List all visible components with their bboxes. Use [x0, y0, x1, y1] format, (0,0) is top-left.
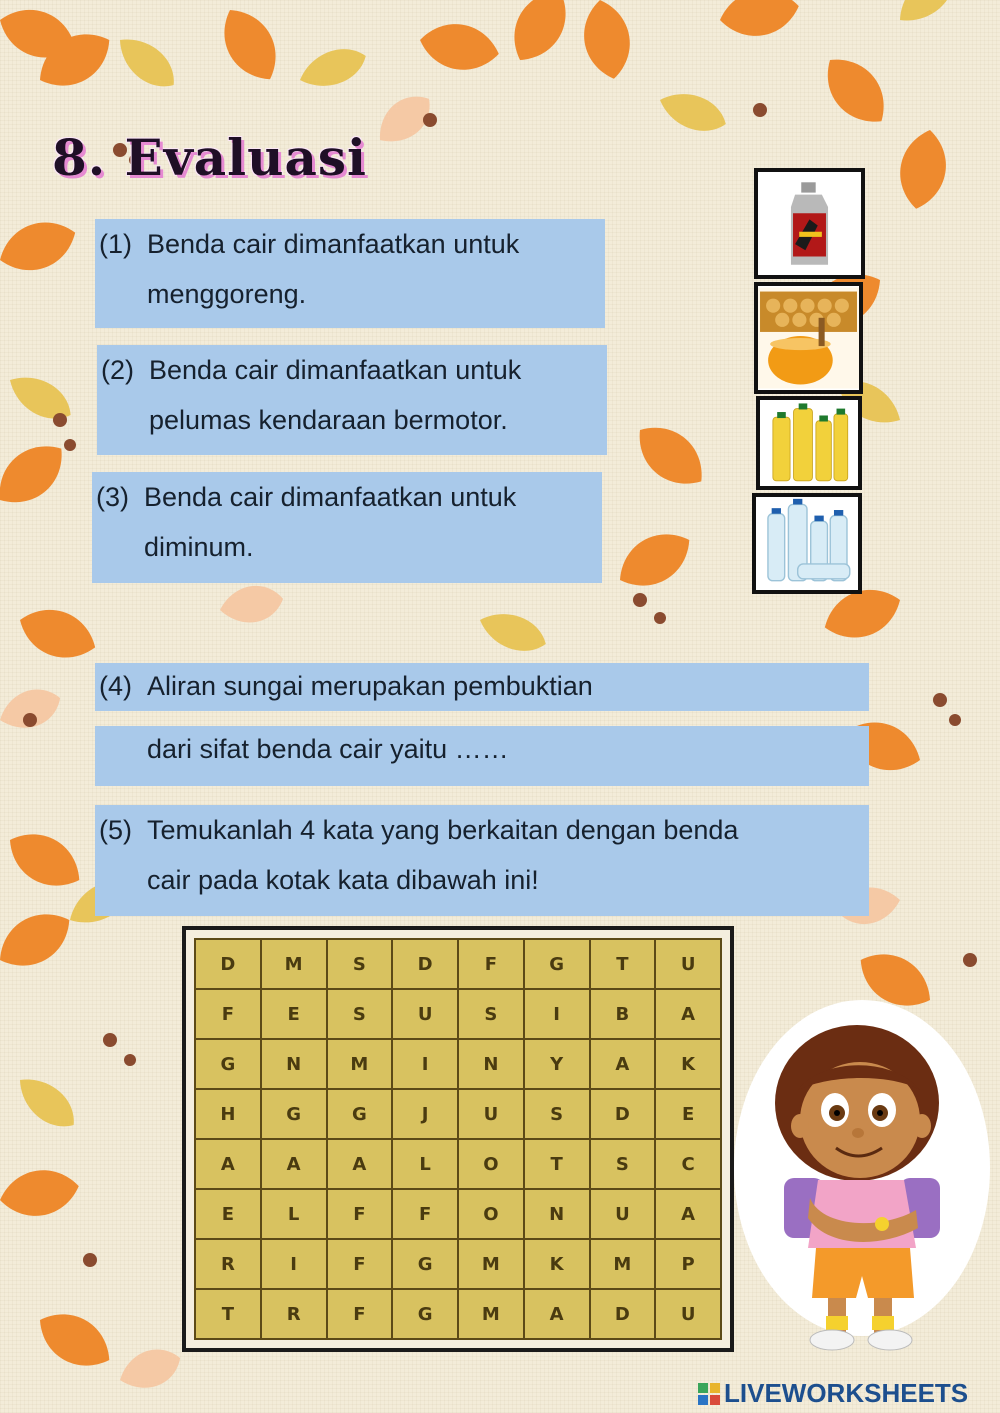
- question-number: (2): [101, 355, 134, 385]
- grid-cell[interactable]: S: [328, 940, 392, 988]
- grid-cell[interactable]: G: [525, 940, 589, 988]
- grid-cell[interactable]: S: [459, 990, 523, 1038]
- grid-cell[interactable]: K: [525, 1240, 589, 1288]
- grid-cell[interactable]: U: [656, 1290, 720, 1338]
- grid-cell[interactable]: O: [459, 1190, 523, 1238]
- oil-bottle-icon: [758, 172, 861, 275]
- grid-cell[interactable]: F: [393, 1190, 457, 1238]
- question-5: [95, 805, 869, 916]
- question-3: [92, 472, 602, 583]
- grid-cell[interactable]: G: [196, 1040, 260, 1088]
- grid-cell[interactable]: U: [656, 940, 720, 988]
- grid-cell[interactable]: R: [262, 1290, 326, 1338]
- grid-cell[interactable]: M: [459, 1240, 523, 1288]
- grid-cell[interactable]: A: [525, 1290, 589, 1338]
- grid-cell[interactable]: S: [591, 1140, 655, 1188]
- grid-cell[interactable]: J: [393, 1090, 457, 1138]
- word-search-frame: [182, 926, 734, 1352]
- question-2: [97, 345, 607, 455]
- oil-bottle-image[interactable]: [754, 168, 865, 279]
- honey-image[interactable]: [754, 282, 863, 394]
- grid-cell[interactable]: E: [196, 1190, 260, 1238]
- question-text: Benda cair dimanfaatkan untuk: [144, 482, 517, 512]
- grid-cell[interactable]: D: [393, 940, 457, 988]
- grid-cell[interactable]: O: [459, 1140, 523, 1188]
- honey-icon: [758, 286, 859, 390]
- grid-cell[interactable]: N: [459, 1040, 523, 1088]
- grid-cell[interactable]: F: [196, 990, 260, 1038]
- grid-cell[interactable]: Y: [525, 1040, 589, 1088]
- grid-cell[interactable]: A: [591, 1040, 655, 1088]
- grid-cell[interactable]: L: [262, 1190, 326, 1238]
- question-4-line-2: [95, 726, 869, 786]
- grid-cell[interactable]: N: [262, 1040, 326, 1088]
- question-text: cair pada kotak kata dibawah ini!: [147, 865, 539, 895]
- question-number: (3): [96, 482, 129, 512]
- grid-cell[interactable]: F: [328, 1240, 392, 1288]
- grid-cell[interactable]: D: [196, 940, 260, 988]
- question-text: Aliran sungai merupakan pembuktian: [147, 671, 593, 701]
- grid-cell[interactable]: F: [459, 940, 523, 988]
- grid-cell[interactable]: M: [328, 1040, 392, 1088]
- grid-cell[interactable]: N: [525, 1190, 589, 1238]
- grid-cell[interactable]: T: [591, 940, 655, 988]
- question-text: menggoreng.: [147, 279, 307, 309]
- question-text: Benda cair dimanfaatkan untuk: [147, 229, 520, 259]
- grid-cell[interactable]: T: [525, 1140, 589, 1188]
- grid-cell[interactable]: K: [656, 1040, 720, 1088]
- liveworksheets-watermark: [698, 1378, 968, 1409]
- grid-cell[interactable]: D: [591, 1090, 655, 1138]
- grid-cell[interactable]: A: [328, 1140, 392, 1188]
- grid-cell[interactable]: C: [656, 1140, 720, 1188]
- grid-cell[interactable]: P: [656, 1240, 720, 1288]
- grid-cell[interactable]: I: [262, 1240, 326, 1288]
- question-number: (1): [99, 229, 132, 259]
- liveworksheets-logo-icon: [698, 1383, 720, 1405]
- watermark-text: LIVEWORKSHEETS: [724, 1378, 969, 1408]
- grid-cell[interactable]: D: [591, 1290, 655, 1338]
- cooking-oil-image[interactable]: [756, 396, 862, 490]
- water-bottle-icon: [756, 497, 858, 590]
- grid-cell[interactable]: S: [328, 990, 392, 1038]
- question-1: [95, 219, 605, 328]
- grid-cell[interactable]: B: [591, 990, 655, 1038]
- cooking-oil-icon: [760, 400, 858, 486]
- grid-cell[interactable]: M: [591, 1240, 655, 1288]
- grid-cell[interactable]: G: [328, 1090, 392, 1138]
- grid-cell[interactable]: U: [459, 1090, 523, 1138]
- question-number: (4): [99, 671, 132, 701]
- grid-cell[interactable]: E: [656, 1090, 720, 1138]
- grid-cell[interactable]: F: [328, 1190, 392, 1238]
- grid-cell[interactable]: H: [196, 1090, 260, 1138]
- word-search-grid: [194, 938, 722, 1340]
- grid-cell[interactable]: G: [393, 1240, 457, 1288]
- grid-cell[interactable]: F: [328, 1290, 392, 1338]
- grid-cell[interactable]: I: [393, 1040, 457, 1088]
- grid-cell[interactable]: L: [393, 1140, 457, 1188]
- grid-cell[interactable]: T: [196, 1290, 260, 1338]
- grid-cell[interactable]: S: [525, 1090, 589, 1138]
- dora-character-illustration: [732, 998, 992, 1368]
- question-text: diminum.: [144, 532, 254, 562]
- question-text: Temukanlah 4 kata yang berkaitan dengan benda: [147, 815, 739, 845]
- grid-cell[interactable]: A: [656, 1190, 720, 1238]
- question-4-line-1: [95, 663, 869, 711]
- grid-cell[interactable]: M: [459, 1290, 523, 1338]
- question-text: dari sifat benda cair yaitu ……: [147, 734, 509, 764]
- grid-cell[interactable]: A: [196, 1140, 260, 1188]
- grid-cell[interactable]: M: [262, 940, 326, 988]
- grid-cell[interactable]: E: [262, 990, 326, 1038]
- grid-cell[interactable]: U: [591, 1190, 655, 1238]
- question-text: Benda cair dimanfaatkan untuk: [149, 355, 522, 385]
- grid-cell[interactable]: U: [393, 990, 457, 1038]
- grid-cell[interactable]: G: [393, 1290, 457, 1338]
- water-bottles-image[interactable]: [752, 493, 862, 594]
- grid-cell[interactable]: A: [262, 1140, 326, 1188]
- question-text: pelumas kendaraan bermotor.: [149, 405, 508, 435]
- grid-cell[interactable]: G: [262, 1090, 326, 1138]
- grid-cell[interactable]: R: [196, 1240, 260, 1288]
- question-number: (5): [99, 815, 132, 845]
- page-title: 8. Evaluasi: [52, 128, 368, 187]
- grid-cell[interactable]: A: [656, 990, 720, 1038]
- grid-cell[interactable]: I: [525, 990, 589, 1038]
